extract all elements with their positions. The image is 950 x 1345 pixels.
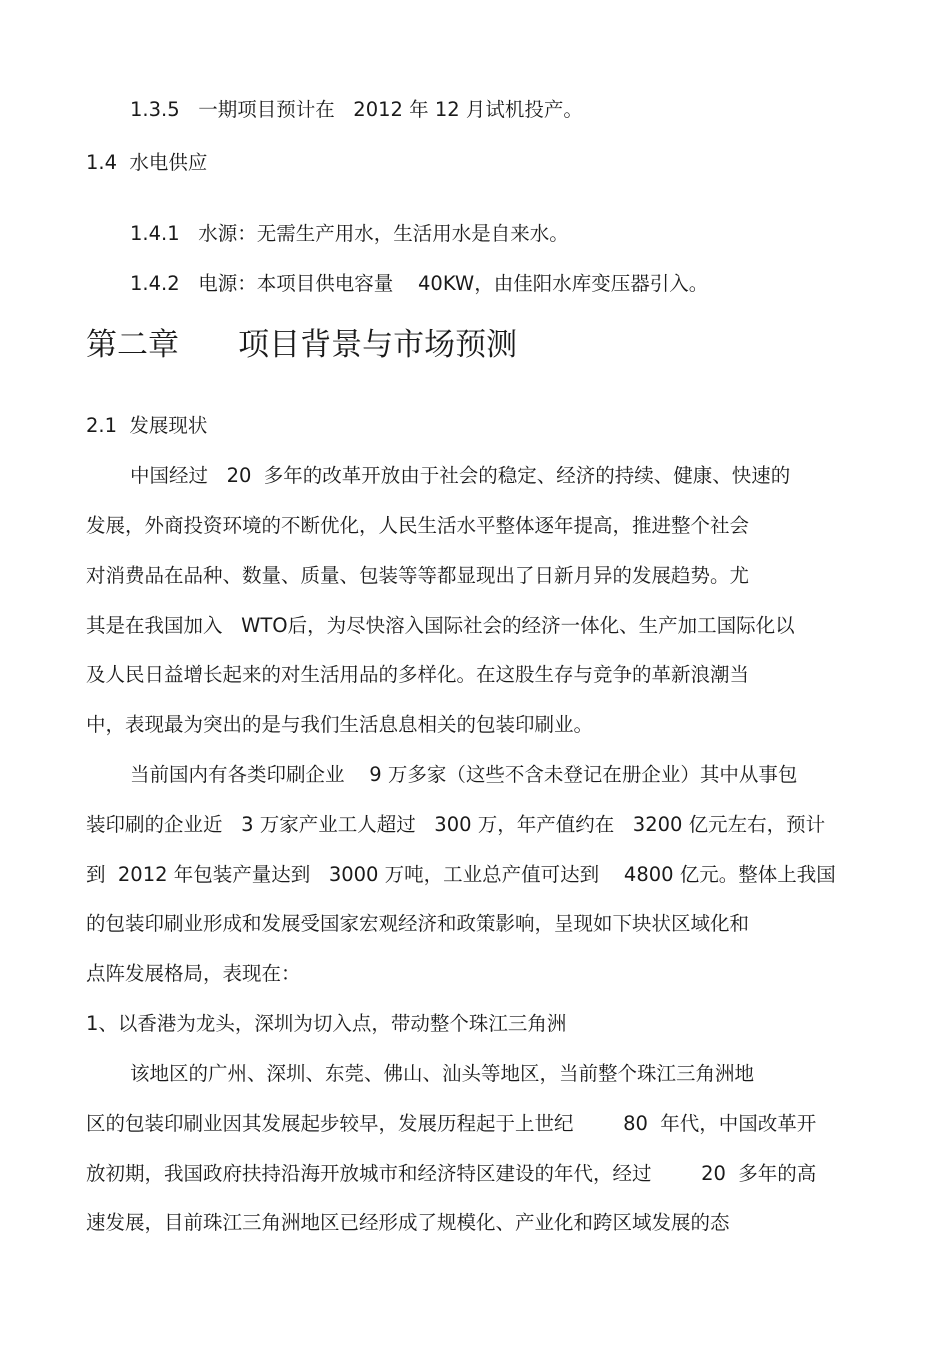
paragraph-1-line-6: 中，表现最为突出的是与我们生活息息相关的包装印刷业。 [86, 713, 594, 736]
chapter-2-title: 第二章 项目背景与市场预测 [86, 327, 518, 363]
paragraph-1-line-5: 及人民日益增长起来的对生活用品的多样化。在这股生存与竞争的革新浪潮当 [86, 663, 750, 686]
paragraph-1-line-1: 中国经过 20 多年的改革开放由于社会的稳定、经济的持续、健康、快速的 [130, 464, 791, 487]
paragraph-1-line-2: 发展，外商投资环境的不断优化，人民生活水平整体逐年提高，推进整个社会 [86, 514, 750, 537]
paragraph-3-line-1: 该地区的广州、深圳、东莞、佛山、汕头等地区，当前整个珠江三角洲地 [130, 1062, 755, 1085]
paragraph-3-line-4: 速发展，目前珠江三角洲地区已经形成了规模化、产业化和跨区域发展的态 [86, 1211, 730, 1234]
paragraph-3-line-3: 放初期，我国政府扶持沿海开放城市和经济特区建设的年代，经过 20 多年的高 [86, 1162, 817, 1185]
heading-1-4: 1.4 水电供应 [86, 151, 208, 174]
section-1-4-2: 1.4.2 电源：本项目供电容量 40KW，由佳阳水库变压器引入。 [130, 272, 709, 295]
paragraph-1-line-4: 其是在我国加入 WTO后，为尽快溶入国际社会的经济一体化、生产加工国际化以 [86, 614, 795, 637]
paragraph-2-line-2: 装印刷的企业近 3 万家产业工人超过 300 万，年产值约在 3200 亿元左右，预计 [86, 813, 826, 836]
paragraph-3-line-2: 区的包装印刷业因其发展起步较早，发展历程起于上世纪 80 年代，中国改革开 [86, 1112, 817, 1135]
section-1-4-1: 1.4.1 水源：无需生产用水，生活用水是自来水。 [130, 222, 569, 245]
paragraph-2-line-4: 的包装印刷业形成和发展受国家宏观经济和政策影响，呈现如下块状区域化和 [86, 912, 750, 935]
list-item-1: 1、以香港为龙头，深圳为切入点，带动整个珠江三角洲 [86, 1012, 567, 1035]
paragraph-2-line-3: 到 2012 年包装产量达到 3000 万吨，工业总产值可达到 4800 亿元。整体上我国 [86, 863, 836, 886]
paragraph-1-line-3: 对消费品在品种、数量、质量、包装等等都显现出了日新月异的发展趋势。尤 [86, 564, 750, 587]
section-1-3-5: 1.3.5 一期项目预计在 2012 年 12 月试机投产。 [130, 98, 583, 121]
paragraph-2-line-5: 点阵发展格局，表现在： [86, 962, 301, 985]
paragraph-2-line-1: 当前国内有各类印刷企业 9 万多家（这些不含未登记在册企业）其中从事包 [130, 763, 798, 786]
heading-2-1: 2.1 发展现状 [86, 414, 208, 437]
